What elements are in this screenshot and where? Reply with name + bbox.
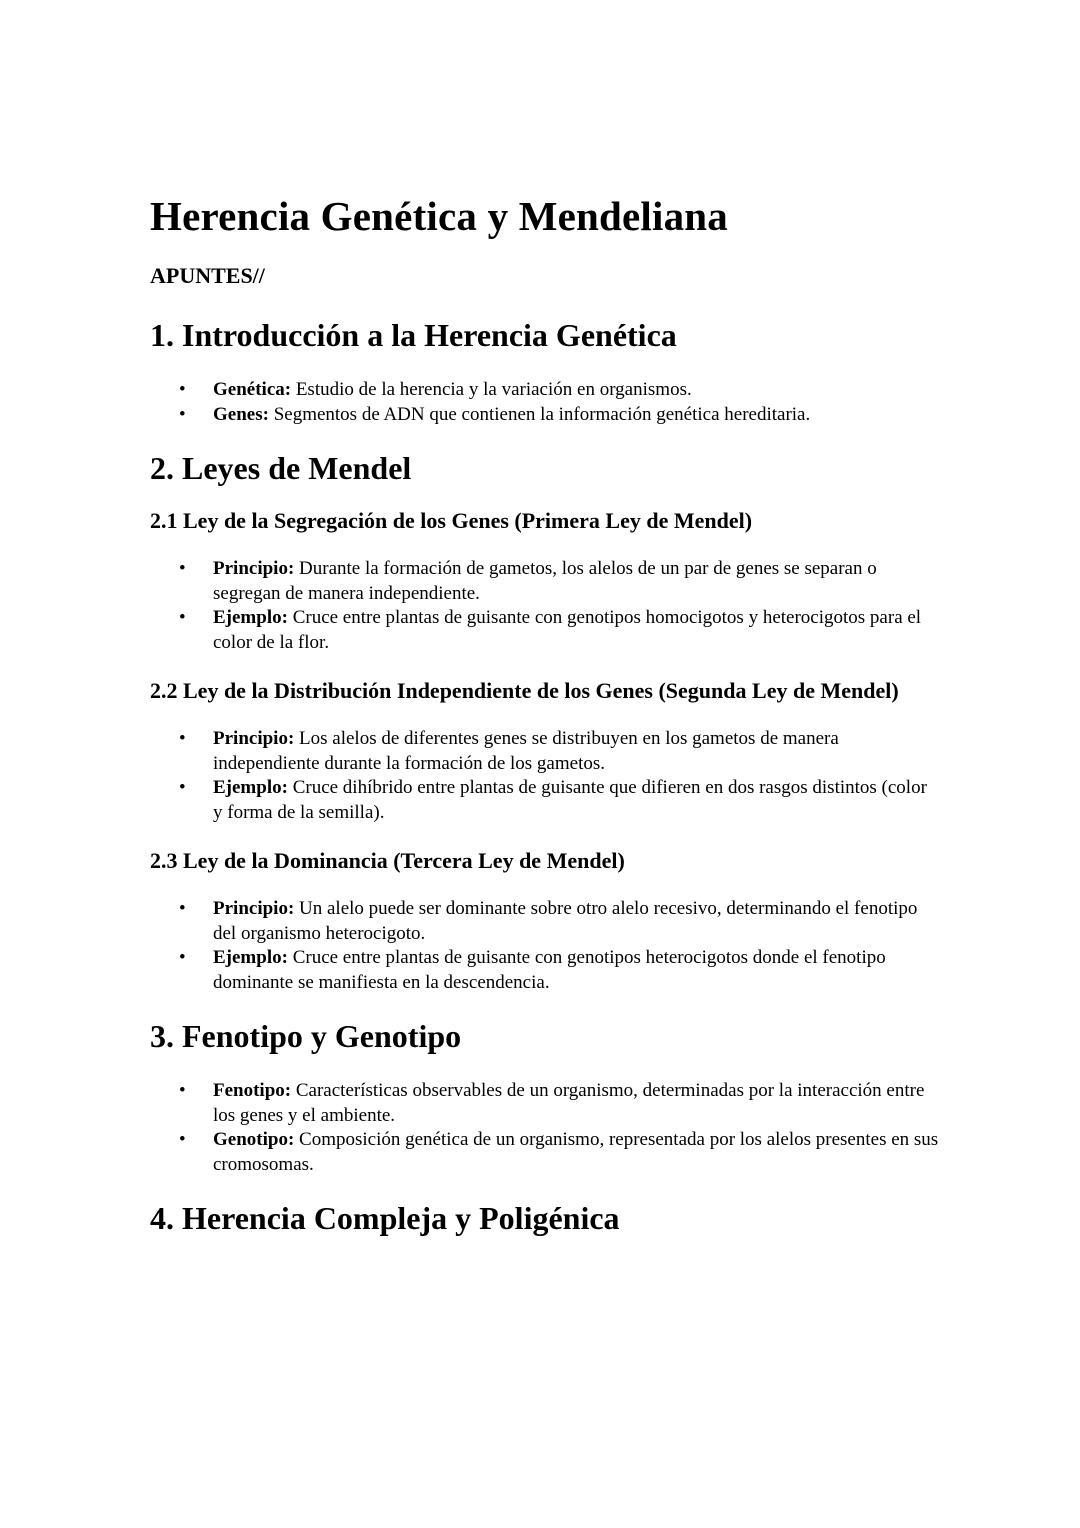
document-title: Herencia Genética y Mendeliana [150, 193, 728, 239]
section-heading-1: 1. Introducción a la Herencia Genética [150, 317, 677, 353]
bullet-icon: • [179, 1080, 186, 1101]
list-item-term: Ejemplo: [213, 947, 288, 968]
list-item-text: Durante la formación de gametos, los alelos de un par de genes se separan o segregan de manera independiente. [213, 558, 877, 604]
list-item [150, 403, 940, 428]
list-item-term: Principio: [213, 898, 295, 919]
bullet-icon: • [179, 403, 186, 425]
list-item-term: Principio: [213, 558, 295, 579]
bullet-icon: • [179, 947, 186, 968]
list-item-text: Un alelo puede ser dominante sobre otro alelo recesivo, determinando el fenotipo del organismo heterocigoto. [213, 898, 918, 944]
bullet-icon: • [179, 1129, 186, 1150]
list-item [150, 1079, 940, 1128]
list-item [150, 727, 940, 776]
list-item-term: Principio: [213, 728, 295, 749]
subsection-2-1-list [150, 557, 940, 655]
list-item-text: Estudio de la herencia y la variación en organismos. [291, 379, 692, 400]
bullet-icon: • [179, 379, 186, 400]
document-page [150, 192, 940, 1261]
subsection-2-3-list [150, 897, 940, 995]
bullet-icon: • [179, 607, 186, 628]
subsection-heading-2-3: 2.3 Ley de la Dominancia (Tercera Ley de Mendel) [150, 848, 625, 873]
list-item-text: Los alelos de diferentes genes se distribuyen en los gametos de manera independiente durante la formación de los gametos. [213, 728, 839, 774]
list-item-text: Cruce dihíbrido entre plantas de guisante que difieren en dos rasgos distintos (color y forma de la semilla). [213, 777, 927, 823]
list-item-text: Cruce entre plantas de guisante con genotipos heterocigotos donde el fenotipo dominante se manifiesta en la descendencia. [213, 947, 886, 993]
list-item [150, 606, 940, 655]
subsection-heading-2-2: 2.2 Ley de la Distribución Independiente de los Genes (Segunda Ley de Mendel) [150, 678, 899, 703]
list-item-term: Fenotipo: [213, 1080, 292, 1101]
list-item-text: Características observables de un organismo, determinadas por la interacción entre los genes y el ambiente. [213, 1080, 925, 1126]
list-item [150, 1128, 940, 1177]
bullet-icon: • [179, 558, 186, 579]
list-item [150, 557, 940, 606]
list-item-term: Genotipo: [213, 1129, 295, 1150]
section-heading-2: 2. Leyes de Mendel [150, 450, 412, 486]
list-item [150, 897, 940, 946]
list-item-term: Genes: [213, 403, 269, 425]
list-item-text: Cruce entre plantas de guisante con genotipos homocigotos y heterocigotos para el color de la flor. [213, 607, 922, 653]
list-item-text: Segmentos de ADN que contienen la información genética hereditaria. [268, 403, 811, 425]
list-item [150, 378, 940, 403]
list-item-term: Genética: [213, 379, 292, 400]
document-subtitle: APUNTES// [150, 263, 265, 288]
list-item [150, 946, 940, 995]
list-item-text: Composición genética de un organismo, representada por los alelos presentes en sus cromosomas. [213, 1129, 939, 1175]
section-3-list [150, 1079, 940, 1177]
list-item-term: Ejemplo: [213, 607, 288, 628]
list-item-term: Ejemplo: [213, 777, 288, 798]
section-1-list [150, 378, 940, 427]
subsection-heading-2-1: 2.1 Ley de la Segregación de los Genes (Primera Ley de Mendel) [150, 508, 753, 533]
list-item [150, 776, 940, 825]
bullet-icon: • [179, 898, 186, 919]
bullet-icon: • [179, 777, 186, 798]
bullet-icon: • [179, 728, 186, 749]
section-heading-4: 4. Herencia Compleja y Poligénica [150, 1200, 620, 1236]
section-heading-3: 3. Fenotipo y Genotipo [150, 1018, 462, 1054]
subsection-2-2-list [150, 727, 940, 825]
